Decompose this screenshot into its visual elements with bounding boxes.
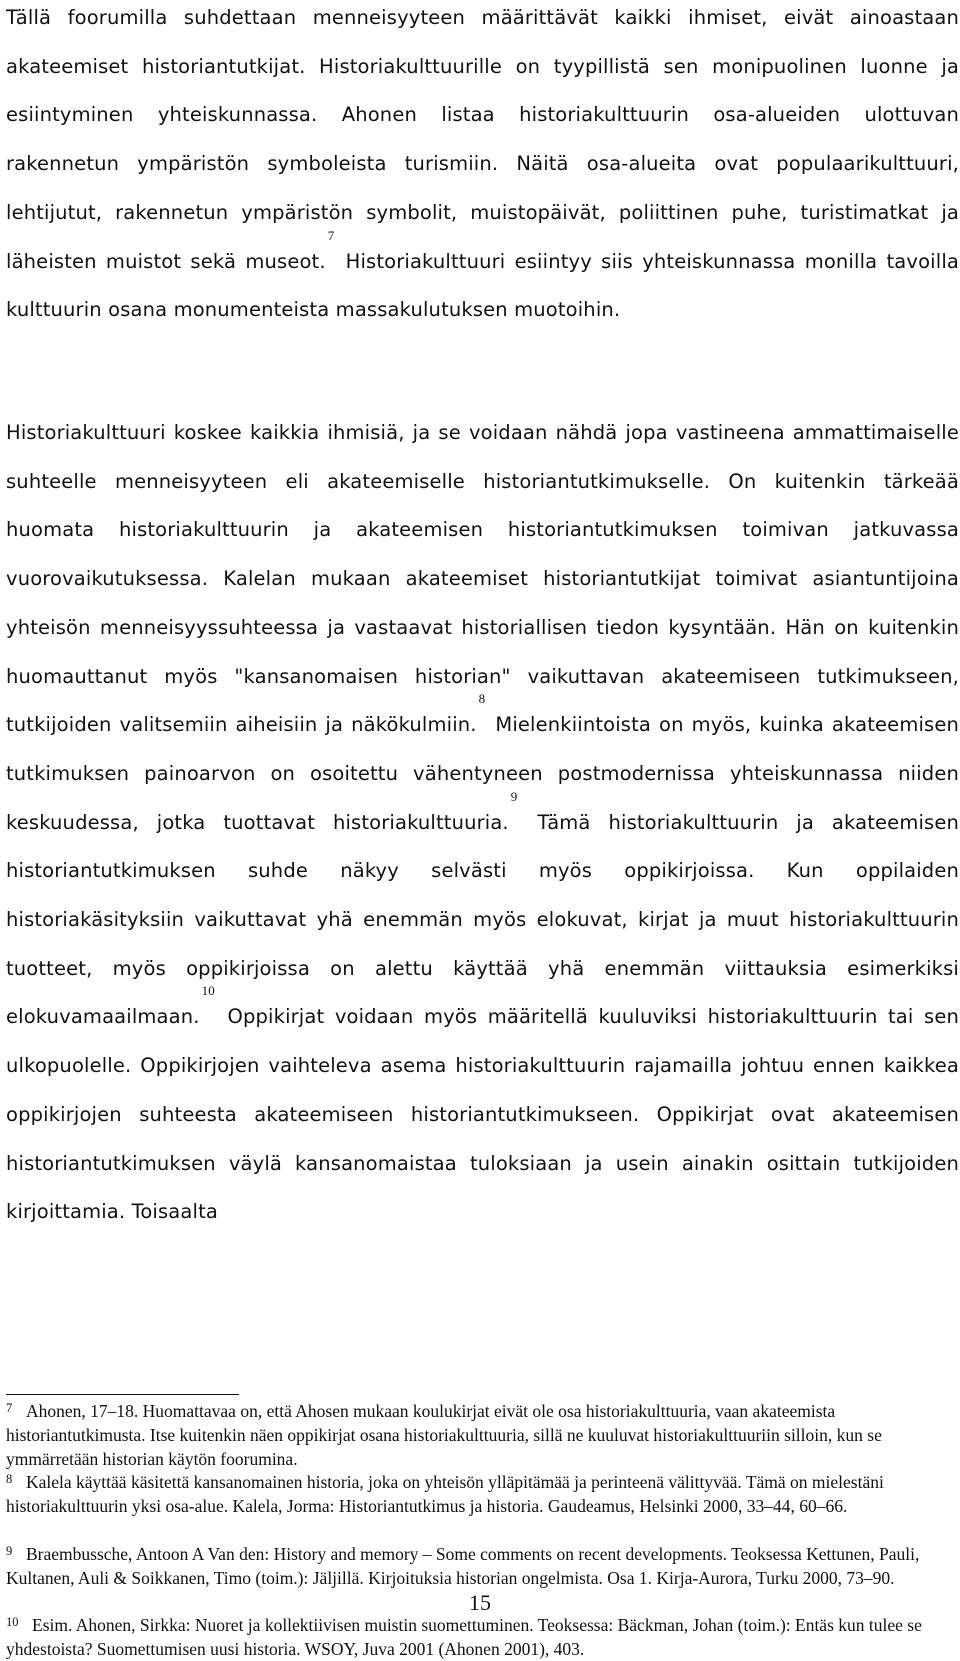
footnote-text: Esim. Ahonen, Sirkka: Nuoret ja kollektiivisen muistin suomettuminen. Teoksessa: Bäckman, Johan (toim.): Entäs kun tulee se yhdestoista? Suomettumisen uusi historia. WSOY, Juva 2001 (Ahonen 2001), 403. <box>6 1615 922 1659</box>
paragraph-2-text-c: Tämä historiakulttuurin ja akateemisen historiantutkimuksen suhde näkyy selvästi myös oppikirjoissa. Kun oppilaiden historiakäsityksiin vaikuttavat yhä enemmän myös elokuvat, kirjat ja muut historiakulttuurin tuotteet, myös oppikirjoissa on alettu käyttää yhä enemmän viittauksia esimerkiksi elokuvamaailmaan. <box>6 810 959 1029</box>
paragraph-2-text-a: Historiakulttuuri koskee kaikkia ihmisiä, ja se voidaan nähdä jopa vastineena ammattimaiselle suhteelle menneisyyteen eli akateemiselle historiantutkimukselle. On kuitenkin tärkeää huomata historiakulttuurin ja akateemisen historiantutkimuksen toimivan jatkuvassa vuorovaikutuksessa. Kalelan mukaan akateemiset historiantutkijat toimivat asiantuntijoina yhteisön menneisyyssuhteessa ja vastaavat historiallisen tiedon kysyntään. Hän on kuitenkin huomauttanut myös "kansanomaisen historian" vaikuttavan akateemiseen tutkimukseen, tutkijoiden valitsemiin aiheisiin ja näkökulmiin. <box>6 421 959 737</box>
footnote-ref-7[interactable]: 7 <box>327 227 335 243</box>
footnote-number: 9 <box>6 1544 13 1558</box>
footnote-8 <box>6 1470 956 1518</box>
footnote-separator <box>6 1394 239 1395</box>
footnote-number: 7 <box>6 1401 13 1415</box>
paragraph-1-text-a: Tällä foorumilla suhdettaan menneisyyteen määrittävät kaikki ihmiset, eivät ainoastaan akateemiset historiantutkijat. Historiakulttuurille on tyypillistä sen monipuolinen luonne ja esiintyminen yhteiskunnassa. Ahonen listaa historiakulttuurin osa-alueiden ulottuvan rakennetun ympäristön symboleista turismiin. Näitä osa-alueita ovat populaarikulttuuri, lehtijutut, rakennetun ympäristön symbolit, muistopäivät, poliittinen puhe, turistimatkat ja läheisten muistot sekä museot. <box>6 6 959 273</box>
footnote-ref-8[interactable]: 8 <box>478 691 486 707</box>
paragraph-2-text-d: Oppikirjat voidaan myös määritellä kuuluviksi historiakulttuurin tai sen ulkopuolelle. Oppikirjojen vaihteleva asema historiakulttuurin rajamailla johtuu ennen kaikkea oppikirjojen suhteesta akateemiseen historiantutkimukseen. Oppikirjat ovat akateemisen historiantutkimuksen väylä kansanomaistaa tuloksiaan ja usein ainakin osittain tutkijoiden kirjoittamia. Toisaalta <box>6 1005 959 1224</box>
page-number: 15 <box>469 1590 491 1615</box>
footnote-number: 10 <box>6 1615 19 1629</box>
footnote-9 <box>6 1542 956 1590</box>
paragraph-1-text-b: Historiakulttuuri esiintyy siis yhteiskunnassa monilla tavoilla kulttuurin osana monumenteista massakulutuksen muotoihin. <box>6 249 959 322</box>
footnote-number: 8 <box>6 1472 13 1486</box>
body-paragraph-1 <box>6 0 959 335</box>
footnote-7 <box>6 1399 956 1471</box>
footnote-10 <box>6 1613 956 1661</box>
footnote-text: Kalela käyttää käsitettä kansanomainen historia, joka on yhteisön ylläpitämää ja perinteenä välittyvää. Tämä on mielestäni historiakulttuurin yksi osa-alue. Kalela, Jorma: Historiantutkimus ja historia. Gaudeamus, Helsinki 2000, 33–44, 60–66. <box>6 1472 884 1516</box>
body-paragraph-2 <box>6 409 959 1237</box>
footnote-ref-9[interactable]: 9 <box>510 788 518 804</box>
footnote-text: Braembussche, Antoon A Van den: History and memory – Some comments on recent developments. Teoksessa Kettunen, Pauli, Kultanen, Auli & Soikkanen, Timo (toim.): Jäljillä. Kirjoituksia historian ongelmista. Osa 1. Kirja-Aurora, Turku 2000, 73–90. <box>6 1544 920 1588</box>
footnote-text: Ahonen, 17–18. Huomattavaa on, että Ahosen mukaan koulukirjat eivät ole osa historiakulttuuria, vaan akateemista historiantutkimusta. Itse kuitenkin näen oppikirjat osana historiakulttuuria, sillä ne kuuluvat historiakulttuuriin silloin, kun se ymmärretään historian käytön foorumina. <box>6 1401 882 1469</box>
paragraph-2-text-b: Mielenkiintoista on myös, kuinka akateemisen tutkimuksen painoarvon on osoitettu vähentyneen postmodernissa yhteiskunnassa niiden keskuudessa, jotka tuottavat historiakulttuuria. <box>6 713 959 834</box>
footnote-ref-10[interactable]: 10 <box>201 983 215 999</box>
